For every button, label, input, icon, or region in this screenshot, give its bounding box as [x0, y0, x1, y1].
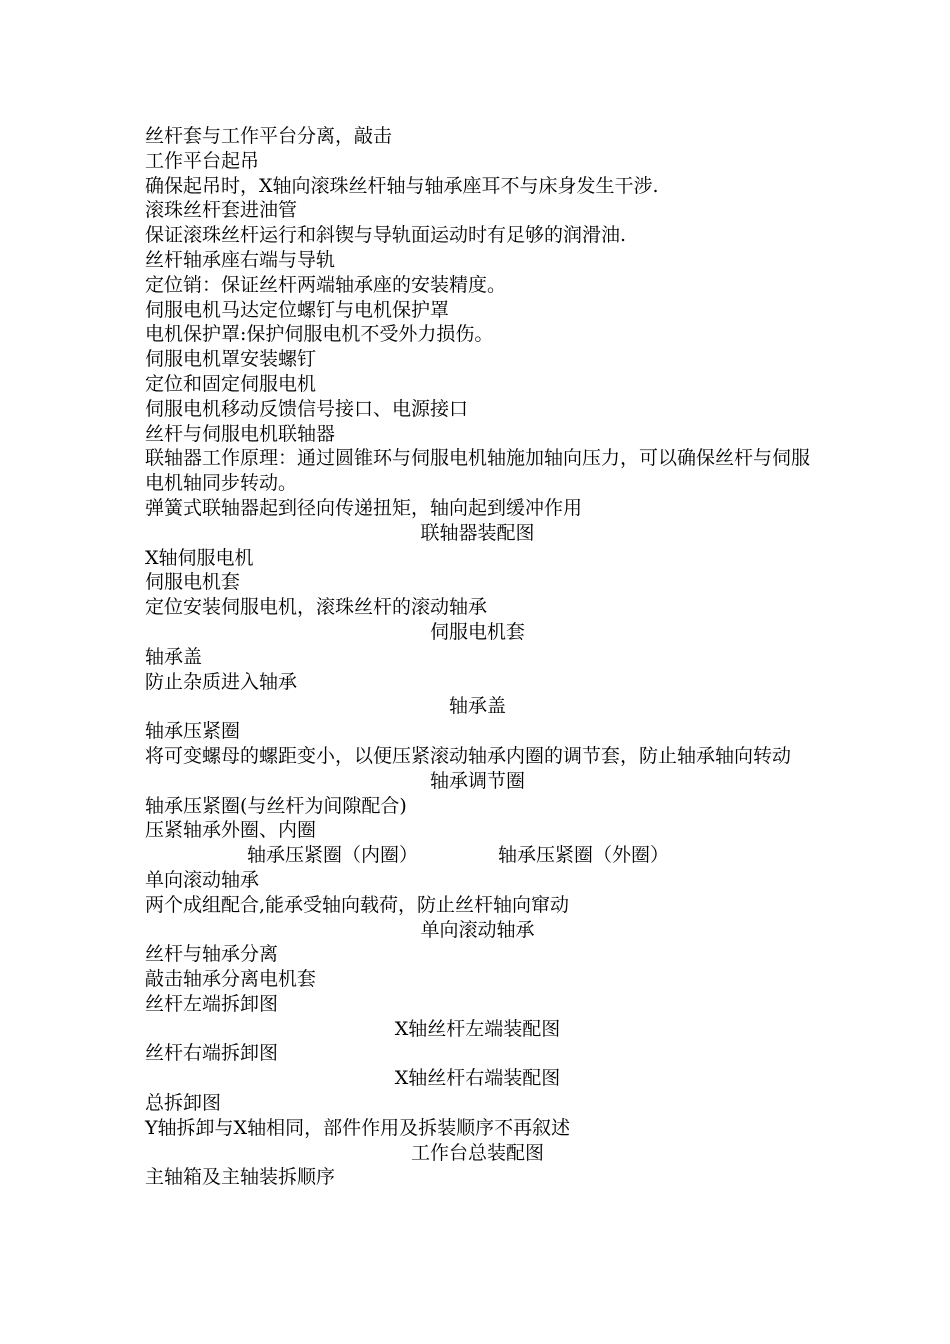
figure-caption: X轴丝杆左端装配图: [394, 1017, 561, 1040]
text-paragraph: 联轴器工作原理：通过圆锥环与伺服电机轴施加轴向压力，可以确保丝杆与伺服电机轴同步转动。: [145, 447, 811, 495]
text-line: 单向滚动轴承: [145, 868, 260, 891]
text-line: 伺服电机移动反馈信号接口、电源接口: [145, 397, 469, 420]
text-line: 丝杆套与工作平台分离，敲击: [145, 125, 393, 147]
figure-caption: 工作台总装配图: [410, 1141, 544, 1164]
text-line: 丝杆右端拆卸图: [145, 1042, 279, 1065]
text-line: 两个成组配合,能承受轴向载荷，防止丝杆轴向窜动: [145, 893, 570, 916]
text-line: 伺服电机罩安装螺钉: [145, 348, 317, 371]
text-line: 压紧轴承外圈、内圈: [145, 819, 317, 842]
text-line: 丝杆轴承座右端与导轨: [145, 248, 336, 271]
figure-caption-outer-ring: 轴承压紧圈（外圈）: [498, 844, 670, 867]
figure-caption: 单向滚动轴承: [420, 918, 535, 941]
text-paragraph: 将可变螺母的螺距变小，以便压紧滚动轴承内圈的调节套，防止轴承轴向转动: [145, 744, 792, 767]
text-line: 伺服电机套: [145, 571, 241, 594]
text-line: 工作平台起吊: [145, 149, 260, 172]
text-line: X轴伺服电机: [145, 546, 254, 569]
figure-caption: 轴承调节圈: [429, 769, 525, 792]
document-body: [145, 124, 810, 1190]
text-line: 定位和固定伺服电机: [145, 372, 317, 395]
text-line: 总拆卸图: [145, 1092, 222, 1115]
text-line: 轴承压紧圈(与丝杆为间隙配合): [145, 794, 407, 817]
text-line: 电机保护罩:保护伺服电机不受外力损伤。: [145, 323, 494, 346]
figure-caption: 联轴器装配图: [420, 521, 535, 544]
text-line: 伺服电机马达定位螺钉与电机保护罩: [145, 298, 450, 321]
figure-caption: 伺服电机套: [429, 620, 525, 643]
text-line: 主轴箱及主轴装拆顺序: [145, 1166, 336, 1189]
text-line: 弹簧式联轴器起到径向传递扭矩，轴向起到缓冲作用: [145, 496, 583, 519]
text-line: 滚珠丝杆套进油管: [145, 199, 298, 222]
text-line: 定位销：保证丝杆两端轴承座的安装精度。: [145, 273, 507, 296]
text-line: 定位安装伺服电机，滚珠丝杆的滚动轴承: [145, 596, 488, 619]
text-line: 丝杆与伺服电机联轴器: [145, 422, 336, 445]
text-line: 轴承盖: [145, 645, 203, 668]
text-line: 敲击轴承分离电机套: [145, 968, 317, 991]
text-line: 丝杆左端拆卸图: [145, 992, 279, 1015]
text-line: 轴承压紧圈: [145, 720, 241, 743]
text-line: 防止杂质进入轴承: [145, 670, 298, 693]
figure-caption: X轴丝杆右端装配图: [394, 1067, 561, 1090]
figure-caption-pair: [145, 843, 810, 868]
text-line: 保证滚珠丝杆运行和斜锲与导轨面运动时有足够的润滑油.: [145, 224, 627, 247]
figure-caption: 轴承盖: [448, 695, 506, 718]
text-line: Y轴拆卸与X轴相同，部件作用及拆装顺序不再叙述: [145, 1116, 571, 1139]
text-line: 确保起吊时，X轴向滚珠丝杆轴与轴承座耳不与床身发生干涉.: [145, 174, 659, 197]
figure-caption-inner-ring: 轴承压紧圈（内圈）: [247, 844, 419, 867]
text-line: 丝杆与轴承分离: [145, 943, 279, 966]
